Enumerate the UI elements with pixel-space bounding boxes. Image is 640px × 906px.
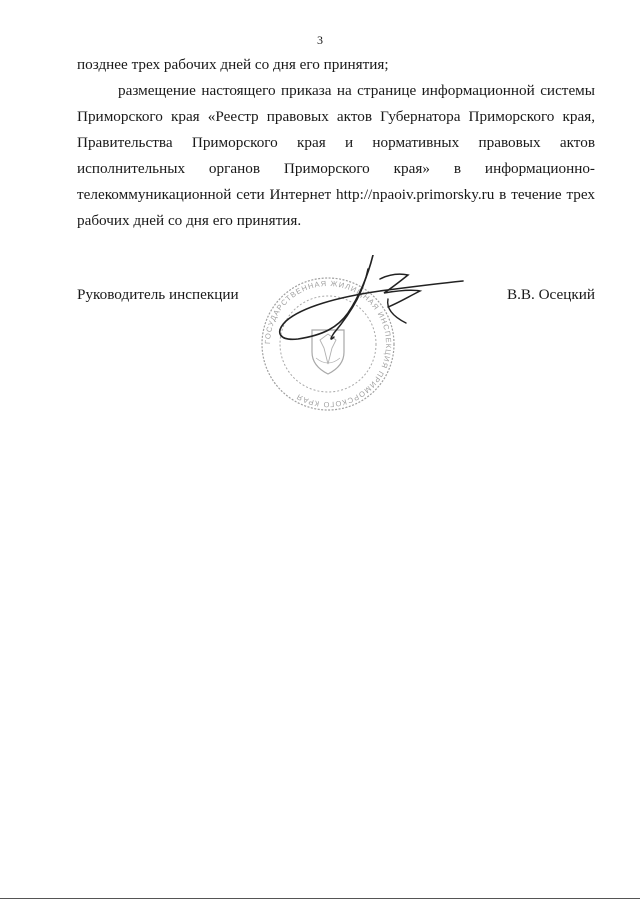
page-number: 3	[317, 33, 323, 47]
signatory-position: Руководитель инспекции	[77, 286, 239, 303]
page-bottom-edge	[0, 898, 640, 899]
signatory-name: В.В. Осецкий	[506, 286, 595, 303]
handwritten-signature	[268, 255, 468, 355]
stamp-ring-text: ГОСУДАРСТВЕННАЯ ЖИЛИЩНАЯ ИНСПЕКЦИЯ ПРИМОРСКОГО КРАЯ	[262, 278, 394, 410]
paragraph-continuation: позднее трех рабочих дней со дня его принятия;	[77, 56, 389, 73]
paragraph-publication: размещение настоящего приказа на странице информационной системы Приморского края «Реестр правовых актов Губернатора Приморского края, Правительства Приморского края и нормативных правовых актов исполнительных органов Приморского края» в информационно-телекоммуникационной сети Интернет http://npaoiv.primorsky.ru в течение трех рабочих дней со дня его принятия.	[77, 82, 595, 229]
